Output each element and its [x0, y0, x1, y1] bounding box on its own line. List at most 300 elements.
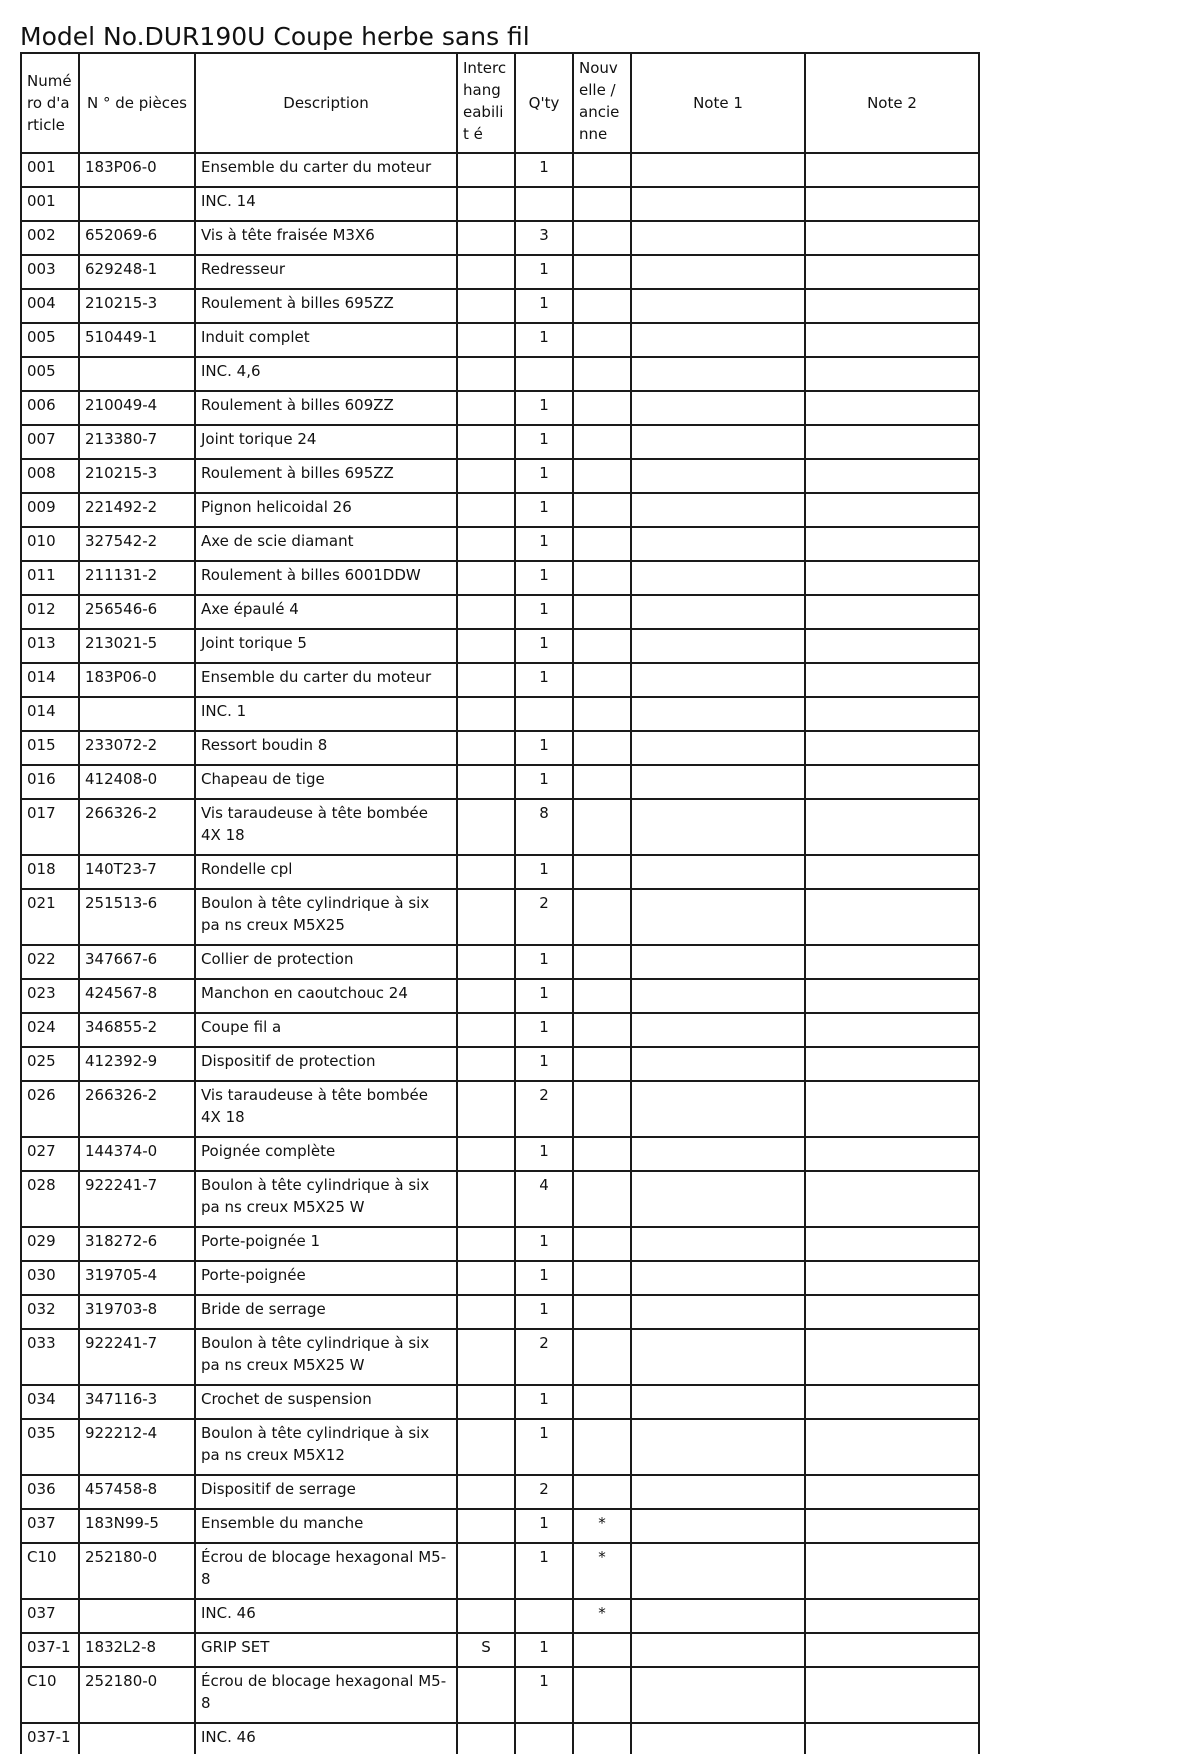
qty-cell: 3	[515, 221, 573, 255]
description-cell: Ensemble du manche	[195, 1509, 457, 1543]
item-no-cell: 011	[21, 561, 79, 595]
new-old-cell	[573, 663, 631, 697]
interchangeability-cell	[457, 1081, 515, 1137]
note2-cell	[805, 391, 979, 425]
qty-cell: 1	[515, 765, 573, 799]
qty-cell: 1	[515, 527, 573, 561]
description-cell: Dispositif de serrage	[195, 1475, 457, 1509]
interchangeability-cell	[457, 1013, 515, 1047]
note2-cell	[805, 459, 979, 493]
qty-cell: 1	[515, 1633, 573, 1667]
part-no-cell: 266326-2	[79, 799, 195, 855]
note1-cell	[631, 697, 805, 731]
description-cell: Ressort boudin 8	[195, 731, 457, 765]
note1-cell	[631, 1633, 805, 1667]
note1-cell	[631, 889, 805, 945]
note1-cell	[631, 1723, 805, 1754]
new-old-cell	[573, 1047, 631, 1081]
new-old-cell	[573, 323, 631, 357]
new-old-cell	[573, 1723, 631, 1754]
note2-cell	[805, 1047, 979, 1081]
new-old-cell	[573, 1295, 631, 1329]
interchangeability-cell	[457, 1419, 515, 1475]
table-row	[21, 1013, 979, 1047]
table-row	[21, 425, 979, 459]
part-no-cell: 140T23-7	[79, 855, 195, 889]
interchangeability-cell	[457, 289, 515, 323]
note2-cell	[805, 187, 979, 221]
header-part-no: N ° de pièces	[79, 53, 195, 153]
note1-cell	[631, 1295, 805, 1329]
table-row	[21, 1137, 979, 1171]
part-no-cell	[79, 187, 195, 221]
table-row	[21, 289, 979, 323]
description-cell: Manchon en caoutchouc 24	[195, 979, 457, 1013]
part-no-cell: 183P06-0	[79, 663, 195, 697]
item-no-cell: 022	[21, 945, 79, 979]
new-old-cell	[573, 731, 631, 765]
item-no-cell: 001	[21, 153, 79, 187]
table-row	[21, 1081, 979, 1137]
part-no-cell: 327542-2	[79, 527, 195, 561]
item-no-cell: 017	[21, 799, 79, 855]
item-no-cell: 015	[21, 731, 79, 765]
qty-cell: 1	[515, 1047, 573, 1081]
interchangeability-cell	[457, 945, 515, 979]
table-body	[21, 153, 979, 1754]
table-row	[21, 855, 979, 889]
interchangeability-cell	[457, 595, 515, 629]
note2-cell	[805, 663, 979, 697]
description-cell: Écrou de blocage hexagonal M5- 8	[195, 1543, 457, 1599]
new-old-cell	[573, 1013, 631, 1047]
interchangeability-cell	[457, 561, 515, 595]
header-note2: Note 2	[805, 53, 979, 153]
description-cell: Redresseur	[195, 255, 457, 289]
qty-cell	[515, 1723, 573, 1754]
description-cell: Vis taraudeuse à tête bombée 4X 18	[195, 1081, 457, 1137]
qty-cell: 8	[515, 799, 573, 855]
description-cell: Rondelle cpl	[195, 855, 457, 889]
description-cell: Joint torique 5	[195, 629, 457, 663]
new-old-cell	[573, 1081, 631, 1137]
item-no-cell: 024	[21, 1013, 79, 1047]
interchangeability-cell	[457, 855, 515, 889]
note1-cell	[631, 1385, 805, 1419]
interchangeability-cell	[457, 1509, 515, 1543]
item-no-cell: 005	[21, 323, 79, 357]
qty-cell: 1	[515, 425, 573, 459]
header-description: Description	[195, 53, 457, 153]
interchangeability-cell	[457, 1295, 515, 1329]
note2-cell	[805, 731, 979, 765]
interchangeability-cell	[457, 629, 515, 663]
interchangeability-cell	[457, 255, 515, 289]
table-row	[21, 945, 979, 979]
table-row	[21, 1723, 979, 1754]
table-row	[21, 255, 979, 289]
note1-cell	[631, 1047, 805, 1081]
interchangeability-cell	[457, 391, 515, 425]
part-no-cell: 922212-4	[79, 1419, 195, 1475]
item-no-cell: C10	[21, 1543, 79, 1599]
interchangeability-cell	[457, 1137, 515, 1171]
table-row	[21, 1171, 979, 1227]
item-no-cell: 001	[21, 187, 79, 221]
note1-cell	[631, 1261, 805, 1295]
note1-cell	[631, 945, 805, 979]
item-no-cell: 018	[21, 855, 79, 889]
part-no-cell: 629248-1	[79, 255, 195, 289]
interchangeability-cell: S	[457, 1633, 515, 1667]
description-cell: INC. 46	[195, 1599, 457, 1633]
item-no-cell: 023	[21, 979, 79, 1013]
note2-cell	[805, 323, 979, 357]
new-old-cell	[573, 1385, 631, 1419]
note1-cell	[631, 1137, 805, 1171]
item-no-cell: 012	[21, 595, 79, 629]
new-old-cell: *	[573, 1543, 631, 1599]
note1-cell	[631, 153, 805, 187]
description-cell: INC. 14	[195, 187, 457, 221]
part-no-cell: 213021-5	[79, 629, 195, 663]
note1-cell	[631, 595, 805, 629]
part-no-cell: 347667-6	[79, 945, 195, 979]
note2-cell	[805, 629, 979, 663]
note2-cell	[805, 561, 979, 595]
note2-cell	[805, 1419, 979, 1475]
new-old-cell	[573, 527, 631, 561]
note1-cell	[631, 221, 805, 255]
part-no-cell	[79, 697, 195, 731]
note1-cell	[631, 527, 805, 561]
part-no-cell: 210049-4	[79, 391, 195, 425]
note2-cell	[805, 1723, 979, 1754]
description-cell: Poignée complète	[195, 1137, 457, 1171]
interchangeability-cell	[457, 1599, 515, 1633]
part-no-cell	[79, 1723, 195, 1754]
note2-cell	[805, 153, 979, 187]
table-row	[21, 889, 979, 945]
description-cell: Bride de serrage	[195, 1295, 457, 1329]
interchangeability-cell	[457, 459, 515, 493]
qty-cell	[515, 697, 573, 731]
interchangeability-cell	[457, 889, 515, 945]
part-no-cell: 318272-6	[79, 1227, 195, 1261]
note1-cell	[631, 289, 805, 323]
table-row	[21, 1419, 979, 1475]
table-row	[21, 595, 979, 629]
description-cell: Roulement à billes 6001DDW	[195, 561, 457, 595]
new-old-cell	[573, 889, 631, 945]
interchangeability-cell	[457, 323, 515, 357]
qty-cell: 1	[515, 1667, 573, 1723]
description-cell: Axe épaulé 4	[195, 595, 457, 629]
description-cell: Crochet de suspension	[195, 1385, 457, 1419]
interchangeability-cell	[457, 697, 515, 731]
new-old-cell	[573, 221, 631, 255]
note1-cell	[631, 187, 805, 221]
interchangeability-cell	[457, 1329, 515, 1385]
interchangeability-cell	[457, 1227, 515, 1261]
interchangeability-cell	[457, 1475, 515, 1509]
part-no-cell: 457458-8	[79, 1475, 195, 1509]
description-cell: Boulon à tête cylindrique à six pa ns creux M5X12	[195, 1419, 457, 1475]
table-header-row	[21, 53, 979, 153]
note2-cell	[805, 1667, 979, 1723]
item-no-cell: 029	[21, 1227, 79, 1261]
item-no-cell: 013	[21, 629, 79, 663]
item-no-cell: 028	[21, 1171, 79, 1227]
note2-cell	[805, 255, 979, 289]
note1-cell	[631, 731, 805, 765]
note2-cell	[805, 527, 979, 561]
description-cell: Coupe fil a	[195, 1013, 457, 1047]
table-row	[21, 799, 979, 855]
note1-cell	[631, 493, 805, 527]
item-no-cell: 010	[21, 527, 79, 561]
new-old-cell	[573, 697, 631, 731]
qty-cell: 1	[515, 855, 573, 889]
part-no-cell: 412392-9	[79, 1047, 195, 1081]
item-no-cell: 033	[21, 1329, 79, 1385]
note1-cell	[631, 1329, 805, 1385]
note1-cell	[631, 391, 805, 425]
item-no-cell: 003	[21, 255, 79, 289]
item-no-cell: 014	[21, 697, 79, 731]
description-cell: Joint torique 24	[195, 425, 457, 459]
part-no-cell: 183P06-0	[79, 153, 195, 187]
new-old-cell: *	[573, 1509, 631, 1543]
note2-cell	[805, 1227, 979, 1261]
new-old-cell	[573, 855, 631, 889]
qty-cell: 1	[515, 979, 573, 1013]
table-row	[21, 357, 979, 391]
header-new-old: Nouv elle / ancie nne	[573, 53, 631, 153]
note1-cell	[631, 1081, 805, 1137]
qty-cell: 1	[515, 493, 573, 527]
note1-cell	[631, 663, 805, 697]
qty-cell: 2	[515, 1475, 573, 1509]
note1-cell	[631, 979, 805, 1013]
part-no-cell: 922241-7	[79, 1329, 195, 1385]
interchangeability-cell	[457, 799, 515, 855]
note1-cell	[631, 1509, 805, 1543]
header-note1: Note 1	[631, 53, 805, 153]
qty-cell	[515, 1599, 573, 1633]
qty-cell: 1	[515, 663, 573, 697]
new-old-cell	[573, 459, 631, 493]
qty-cell: 1	[515, 1013, 573, 1047]
qty-cell: 1	[515, 1543, 573, 1599]
qty-cell: 4	[515, 1171, 573, 1227]
part-no-cell: 510449-1	[79, 323, 195, 357]
interchangeability-cell	[457, 1543, 515, 1599]
table-row	[21, 391, 979, 425]
part-no-cell: 424567-8	[79, 979, 195, 1013]
note2-cell	[805, 889, 979, 945]
qty-cell: 1	[515, 323, 573, 357]
qty-cell: 1	[515, 561, 573, 595]
note1-cell	[631, 1419, 805, 1475]
item-no-cell: 030	[21, 1261, 79, 1295]
part-no-cell: 211131-2	[79, 561, 195, 595]
interchangeability-cell	[457, 979, 515, 1013]
item-no-cell: 037-1	[21, 1723, 79, 1754]
note2-cell	[805, 595, 979, 629]
note2-cell	[805, 289, 979, 323]
part-no-cell	[79, 1599, 195, 1633]
item-no-cell: 005	[21, 357, 79, 391]
interchangeability-cell	[457, 1667, 515, 1723]
table-row	[21, 527, 979, 561]
new-old-cell: *	[573, 1599, 631, 1633]
new-old-cell	[573, 255, 631, 289]
description-cell: Chapeau de tige	[195, 765, 457, 799]
part-no-cell: 319705-4	[79, 1261, 195, 1295]
description-cell: Vis taraudeuse à tête bombée 4X 18	[195, 799, 457, 855]
table-row	[21, 323, 979, 357]
part-no-cell: 266326-2	[79, 1081, 195, 1137]
note1-cell	[631, 1543, 805, 1599]
table-row	[21, 1227, 979, 1261]
part-no-cell: 922241-7	[79, 1171, 195, 1227]
note2-cell	[805, 1509, 979, 1543]
interchangeability-cell	[457, 357, 515, 391]
table-row	[21, 1667, 979, 1723]
table-row	[21, 1509, 979, 1543]
interchangeability-cell	[457, 663, 515, 697]
note1-cell	[631, 255, 805, 289]
qty-cell: 1	[515, 1261, 573, 1295]
note2-cell	[805, 799, 979, 855]
new-old-cell	[573, 629, 631, 663]
description-cell: Collier de protection	[195, 945, 457, 979]
description-cell: Écrou de blocage hexagonal M5- 8	[195, 1667, 457, 1723]
part-no-cell: 347116-3	[79, 1385, 195, 1419]
interchangeability-cell	[457, 187, 515, 221]
qty-cell: 1	[515, 1227, 573, 1261]
note1-cell	[631, 765, 805, 799]
qty-cell: 1	[515, 255, 573, 289]
new-old-cell	[573, 1475, 631, 1509]
part-no-cell: 144374-0	[79, 1137, 195, 1171]
item-no-cell: C10	[21, 1667, 79, 1723]
description-cell: INC. 1	[195, 697, 457, 731]
note2-cell	[805, 1137, 979, 1171]
table-row	[21, 1047, 979, 1081]
note2-cell	[805, 1295, 979, 1329]
note2-cell	[805, 855, 979, 889]
note2-cell	[805, 697, 979, 731]
qty-cell: 1	[515, 1385, 573, 1419]
new-old-cell	[573, 187, 631, 221]
part-no-cell: 233072-2	[79, 731, 195, 765]
note1-cell	[631, 357, 805, 391]
item-no-cell: 037-1	[21, 1633, 79, 1667]
qty-cell: 1	[515, 289, 573, 323]
table-row	[21, 731, 979, 765]
qty-cell: 1	[515, 1509, 573, 1543]
note1-cell	[631, 323, 805, 357]
note2-cell	[805, 1329, 979, 1385]
table-row	[21, 493, 979, 527]
note2-cell	[805, 425, 979, 459]
description-cell: Roulement à billes 695ZZ	[195, 289, 457, 323]
description-cell: Porte-poignée 1	[195, 1227, 457, 1261]
note2-cell	[805, 221, 979, 255]
note1-cell	[631, 459, 805, 493]
note1-cell	[631, 1227, 805, 1261]
description-cell: Dispositif de protection	[195, 1047, 457, 1081]
description-cell: Vis à tête fraisée M3X6	[195, 221, 457, 255]
header-qty: Q'ty	[515, 53, 573, 153]
table-row	[21, 1475, 979, 1509]
table-row	[21, 1599, 979, 1633]
qty-cell	[515, 357, 573, 391]
description-cell: INC. 46	[195, 1723, 457, 1754]
note1-cell	[631, 855, 805, 889]
new-old-cell	[573, 1419, 631, 1475]
note2-cell	[805, 493, 979, 527]
note2-cell	[805, 1385, 979, 1419]
note2-cell	[805, 1599, 979, 1633]
qty-cell: 1	[515, 1137, 573, 1171]
part-no-cell: 210215-3	[79, 289, 195, 323]
part-no-cell: 251513-6	[79, 889, 195, 945]
part-no-cell: 252180-0	[79, 1543, 195, 1599]
part-no-cell: 256546-6	[79, 595, 195, 629]
interchangeability-cell	[457, 765, 515, 799]
table-row	[21, 187, 979, 221]
table-row	[21, 1385, 979, 1419]
interchangeability-cell	[457, 1261, 515, 1295]
item-no-cell: 002	[21, 221, 79, 255]
note2-cell	[805, 1171, 979, 1227]
part-no-cell	[79, 357, 195, 391]
table-row	[21, 1261, 979, 1295]
new-old-cell	[573, 945, 631, 979]
description-cell: Boulon à tête cylindrique à six pa ns creux M5X25 W	[195, 1171, 457, 1227]
note2-cell	[805, 1543, 979, 1599]
item-no-cell: 009	[21, 493, 79, 527]
note1-cell	[631, 1599, 805, 1633]
new-old-cell	[573, 1137, 631, 1171]
interchangeability-cell	[457, 221, 515, 255]
table-row	[21, 1295, 979, 1329]
item-no-cell: 035	[21, 1419, 79, 1475]
item-no-cell: 004	[21, 289, 79, 323]
interchangeability-cell	[457, 527, 515, 561]
new-old-cell	[573, 1261, 631, 1295]
interchangeability-cell	[457, 1723, 515, 1754]
qty-cell	[515, 187, 573, 221]
description-cell: INC. 4,6	[195, 357, 457, 391]
new-old-cell	[573, 595, 631, 629]
part-no-cell: 346855-2	[79, 1013, 195, 1047]
item-no-cell: 032	[21, 1295, 79, 1329]
new-old-cell	[573, 289, 631, 323]
qty-cell: 1	[515, 391, 573, 425]
table-row	[21, 221, 979, 255]
interchangeability-cell	[457, 425, 515, 459]
interchangeability-cell	[457, 1171, 515, 1227]
note2-cell	[805, 357, 979, 391]
new-old-cell	[573, 1633, 631, 1667]
description-cell: Roulement à billes 609ZZ	[195, 391, 457, 425]
part-no-cell: 210215-3	[79, 459, 195, 493]
qty-cell: 2	[515, 889, 573, 945]
